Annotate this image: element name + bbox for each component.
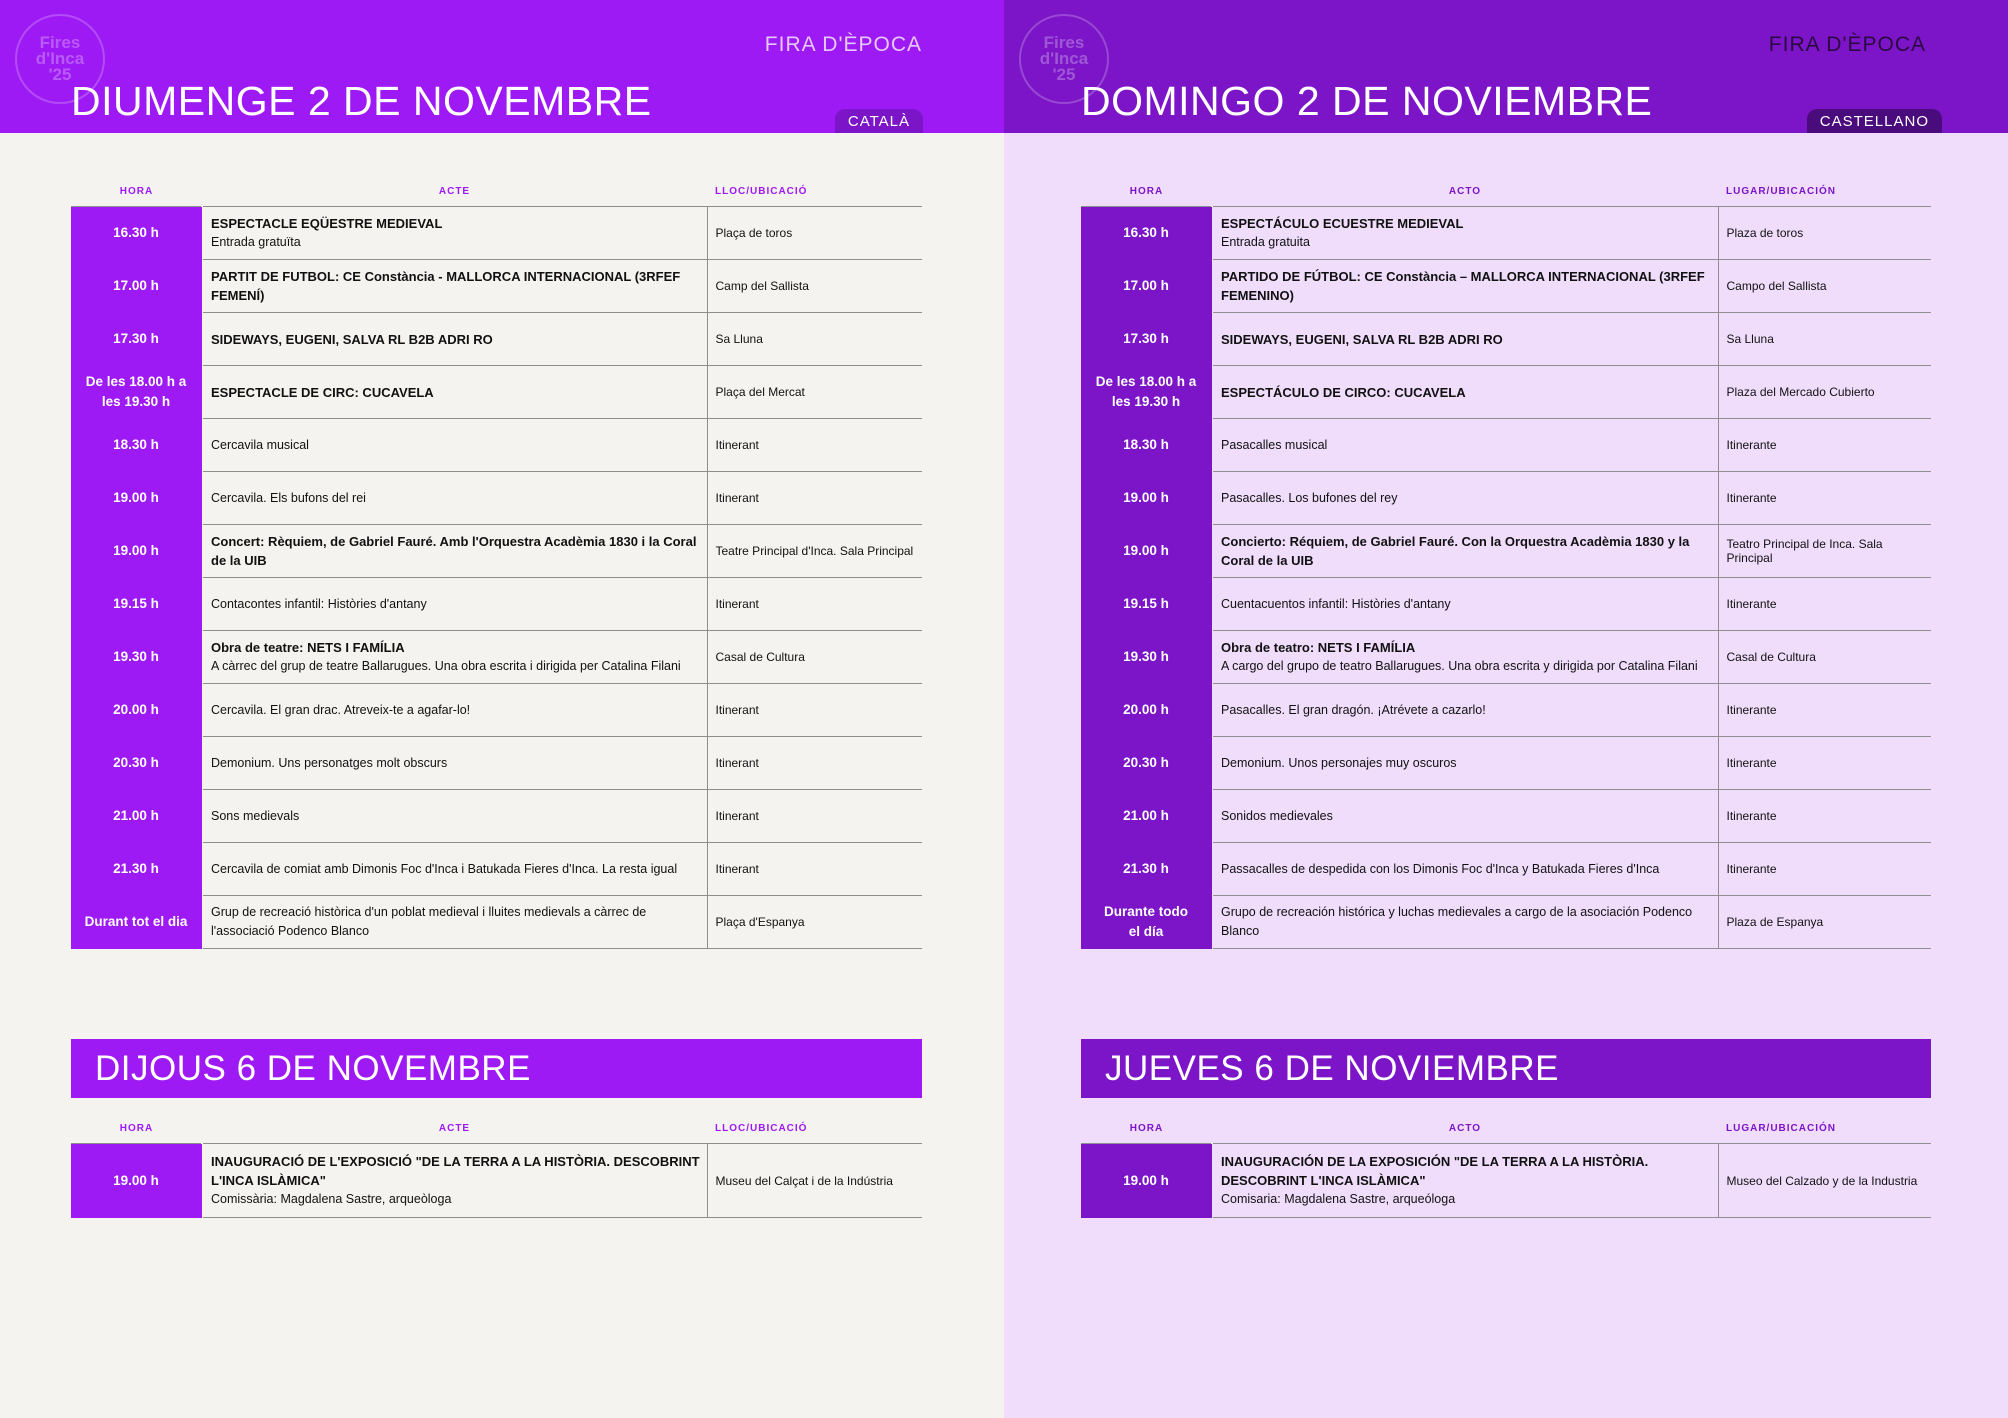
event-detail: Demonium. Unos personajes muy oscuros	[1221, 755, 1457, 770]
table-row	[71, 790, 922, 843]
table-row	[1081, 260, 1931, 313]
time-cell	[71, 313, 202, 366]
event-cell	[202, 896, 707, 949]
event-cell	[1212, 631, 1718, 684]
location-cell: Itinerant	[707, 684, 922, 737]
location-cell: Sa Lluna	[1718, 313, 1931, 366]
time-cell	[1081, 843, 1212, 896]
event-detail: Cuentacuentos infantil: Històries d'antany	[1221, 596, 1451, 611]
time-cell	[1081, 260, 1212, 313]
location-cell: Casal de Cultura	[707, 631, 922, 684]
event-title: Concert: Rèquiem, de Gabriel Fauré. Amb l'Orquestra Acadèmia 1830 i la Coral de la UIB	[211, 534, 697, 568]
time-text: el día	[1128, 924, 1164, 939]
table-row	[71, 631, 922, 684]
location-cell: Plaza de toros	[1718, 207, 1931, 260]
time-text: 18.30 h	[1123, 437, 1169, 452]
table-row	[71, 525, 922, 578]
event-detail: Cercavila musical	[211, 437, 309, 452]
event-cell	[1212, 207, 1718, 260]
event-detail: Contacontes infantil: Històries d'antany	[211, 596, 427, 611]
location-cell: Plaça d'Espanya	[707, 896, 922, 949]
col-header-lloc: LLOC/UBICACIÓ	[707, 1113, 922, 1144]
location-cell: Itinerant	[707, 472, 922, 525]
time-text: 17.00 h	[113, 278, 159, 293]
col-header-acte: ACTE	[202, 1113, 707, 1144]
time-cell	[71, 631, 202, 684]
time-cell	[71, 578, 202, 631]
event-title: ESPECTÁCULO ECUESTRE MEDIEVAL	[1221, 216, 1464, 231]
event-detail: Demonium. Uns personatges molt obscurs	[211, 755, 448, 770]
section-title-band: DIJOUS 6 DE NOVEMBRE	[71, 1039, 922, 1098]
table-row	[1081, 207, 1931, 260]
event-cell	[202, 631, 707, 684]
event-detail: Comissària: Magdalena Sastre, arqueòloga	[211, 1192, 452, 1206]
table-row	[71, 366, 922, 419]
event-cell	[1212, 419, 1718, 472]
event-title: INAUGURACIÓ DE L'EXPOSICIÓ "DE LA TERRA A LA HISTÒRIA. DESCOBRINT L'INCA ISLÀMICA"	[211, 1154, 700, 1188]
col-header-hora: HORA	[71, 1113, 202, 1144]
time-text: 19.00 h	[1123, 543, 1169, 558]
table-row	[71, 896, 922, 949]
time-text: 19.15 h	[113, 596, 159, 611]
event-cell	[1212, 843, 1718, 896]
table-row	[71, 419, 922, 472]
time-cell	[71, 419, 202, 472]
event-cell	[202, 790, 707, 843]
time-text: Durant tot el dia	[84, 914, 188, 929]
time-cell	[1081, 631, 1212, 684]
event-title: Obra de teatre: NETS I FAMÍLIA	[211, 640, 405, 655]
event-cell	[1212, 525, 1718, 578]
event-cell	[1212, 313, 1718, 366]
section-title-band: JUEVES 6 DE NOVIEMBRE	[1081, 1039, 1931, 1098]
event-detail: Cercavila. Els bufons del rei	[211, 490, 366, 505]
time-text: 21.00 h	[1123, 808, 1169, 823]
time-cell	[71, 472, 202, 525]
table-row	[1081, 684, 1931, 737]
location-cell: Itinerante	[1718, 843, 1931, 896]
location-cell: Itinerante	[1718, 737, 1931, 790]
time-cell	[71, 896, 202, 949]
location-cell: Plaza del Mercado Cubierto	[1718, 366, 1931, 419]
event-title: ESPECTACLE DE CIRC: CUCAVELA	[211, 384, 434, 400]
event-detail: Grupo de recreación histórica y luchas medievales a cargo de la asociación Podenco Blanco	[1221, 905, 1693, 938]
event-cell	[1212, 896, 1718, 949]
table-row	[1081, 419, 1931, 472]
time-text: 19.30 h	[113, 649, 159, 664]
time-text: 21.30 h	[1123, 861, 1169, 876]
event-cell	[202, 419, 707, 472]
event-title: SIDEWAYS, EUGENI, SALVA RL B2B ADRI RO	[1221, 331, 1503, 347]
time-cell	[71, 207, 202, 260]
event-cell	[1212, 737, 1718, 790]
event-cell	[1212, 684, 1718, 737]
fires-inca-logo: Fires d'Inca '25	[1019, 14, 1109, 104]
table-row	[1081, 1144, 1931, 1218]
event-detail: Pasacalles. El gran dragón. ¡Atrévete a cazarlo!	[1221, 702, 1486, 717]
page-title: DOMINGO 2 DE NOVIEMBRE	[1081, 78, 1653, 124]
location-cell: Museo del Calzado y de la Industria	[1718, 1144, 1931, 1218]
time-text: les 19.30 h	[101, 394, 171, 409]
time-cell	[71, 843, 202, 896]
time-cell	[1081, 790, 1212, 843]
time-cell	[1081, 419, 1212, 472]
location-cell: Casal de Cultura	[1718, 631, 1931, 684]
location-cell: Plaça de toros	[707, 207, 922, 260]
event-detail: Entrada gratuita	[1221, 235, 1310, 249]
col-header-lloc: LUGAR/UBICACIÓN	[1718, 176, 1931, 207]
event-cell	[1212, 1144, 1718, 1218]
location-cell: Sa Lluna	[707, 313, 922, 366]
time-text: 21.30 h	[113, 861, 159, 876]
time-text: les 19.30 h	[1111, 394, 1181, 409]
event-detail: Entrada gratuïta	[211, 235, 301, 249]
location-cell: Itinerant	[707, 790, 922, 843]
event-title: ESPECTÁCULO DE CIRCO: CUCAVELA	[1221, 384, 1466, 400]
time-text: 18.30 h	[113, 437, 159, 452]
event-cell	[202, 737, 707, 790]
location-cell: Plaça del Mercat	[707, 366, 922, 419]
time-text: 17.30 h	[1123, 331, 1169, 346]
col-header-acte: ACTO	[1212, 176, 1718, 207]
event-cell	[1212, 578, 1718, 631]
location-cell: Campo del Sallista	[1718, 260, 1931, 313]
event-title: SIDEWAYS, EUGENI, SALVA RL B2B ADRI RO	[211, 331, 493, 347]
table-row	[71, 737, 922, 790]
event-cell	[1212, 366, 1718, 419]
event-title: Concierto: Réquiem, de Gabriel Fauré. Con la Orquestra Acadèmia 1830 y la Coral de la UIB	[1221, 534, 1690, 568]
time-cell	[71, 684, 202, 737]
table-row	[1081, 578, 1931, 631]
page-header	[0, 0, 1004, 133]
location-cell: Itinerant	[707, 843, 922, 896]
event-cell	[202, 578, 707, 631]
location-cell: Itinerante	[1718, 790, 1931, 843]
time-text: 19.00 h	[113, 543, 159, 558]
col-header-hora: HORA	[1081, 176, 1212, 207]
event-cell	[202, 313, 707, 366]
event-cell	[202, 207, 707, 260]
col-header-hora: HORA	[71, 176, 202, 207]
fira-label: FIRA D'ÈPOCA	[764, 33, 922, 56]
table-row	[1081, 631, 1931, 684]
table-row	[71, 578, 922, 631]
event-cell	[202, 366, 707, 419]
time-text: 20.00 h	[113, 702, 159, 717]
time-text: 20.00 h	[1123, 702, 1169, 717]
time-cell	[1081, 472, 1212, 525]
time-text: 19.15 h	[1123, 596, 1169, 611]
event-detail: Passacalles de despedida con los Dimonis Foc d'Inca y Batukada Fieres d'Inca	[1221, 861, 1660, 876]
time-cell	[71, 737, 202, 790]
time-text: 16.30 h	[113, 225, 159, 240]
event-title: PARTIT DE FUTBOL: CE Constància - MALLORCA INTERNACIONAL (3RFEF FEMENÍ)	[211, 269, 681, 303]
fira-label: FIRA D'ÈPOCA	[1768, 33, 1926, 56]
col-header-hora: HORA	[1081, 1113, 1212, 1144]
event-cell	[1212, 260, 1718, 313]
time-text: 17.30 h	[113, 331, 159, 346]
table-row	[1081, 525, 1931, 578]
location-cell: Itinerant	[707, 578, 922, 631]
time-text: 21.00 h	[113, 808, 159, 823]
time-cell	[1081, 896, 1212, 949]
time-text: 20.30 h	[1123, 755, 1169, 770]
time-cell	[71, 260, 202, 313]
col-header-lloc: LLOC/UBICACIÓ	[707, 176, 922, 207]
time-text: 20.30 h	[113, 755, 159, 770]
table-row	[1081, 896, 1931, 949]
event-title: Obra de teatro: NETS I FAMÍLIA	[1221, 640, 1416, 655]
time-cell	[71, 1144, 202, 1218]
event-detail: Pasacalles. Los bufones del rey	[1221, 490, 1398, 505]
time-cell	[1081, 207, 1212, 260]
time-text: 19.30 h	[1123, 649, 1169, 664]
table-row	[71, 684, 922, 737]
table-row	[71, 260, 922, 313]
event-detail: A cargo del grupo de teatro Ballarugues. Una obra escrita y dirigida por Catalina Filani	[1221, 659, 1698, 673]
event-cell	[202, 1144, 707, 1218]
time-cell	[1081, 684, 1212, 737]
table-row	[1081, 843, 1931, 896]
event-cell	[202, 843, 707, 896]
time-text: 19.00 h	[113, 1172, 159, 1188]
time-cell	[71, 525, 202, 578]
table-row	[1081, 366, 1931, 419]
time-text: 16.30 h	[1123, 225, 1169, 240]
time-cell	[1081, 1144, 1212, 1218]
schedule-table-2	[71, 1113, 922, 1218]
event-detail: Comisaria: Magdalena Sastre, arqueóloga	[1221, 1192, 1456, 1206]
location-cell: Itinerante	[1718, 578, 1931, 631]
table-row	[1081, 737, 1931, 790]
location-cell: Camp del Sallista	[707, 260, 922, 313]
event-title: PARTIDO DE FÚTBOL: CE Constància – MALLORCA INTERNACIONAL (3RFEF FEMENINO)	[1221, 269, 1705, 303]
event-detail: Sons medievals	[211, 808, 300, 823]
event-cell	[202, 525, 707, 578]
table-row	[1081, 472, 1931, 525]
page-title: DIUMENGE 2 DE NOVEMBRE	[71, 78, 652, 124]
table-row	[71, 207, 922, 260]
event-detail: Cercavila de comiat amb Dimonis Foc d'Inca i Batukada Fieres d'Inca. La resta igual	[211, 861, 678, 876]
col-header-acte: ACTO	[1212, 1113, 1718, 1144]
time-text: De les 18.00 h a	[1095, 374, 1197, 389]
schedule-table-2	[1081, 1113, 1931, 1218]
location-cell: Itinerante	[1718, 472, 1931, 525]
event-cell	[202, 260, 707, 313]
table-row	[1081, 313, 1931, 366]
table-row	[71, 472, 922, 525]
time-text: 17.00 h	[1123, 278, 1169, 293]
time-text: Durante todo	[1104, 904, 1188, 919]
event-detail: Grup de recreació històrica d'un poblat medieval i lluites medievals a càrrec de l'associació Podenco Blanco	[211, 905, 647, 938]
event-detail: A càrrec del grup de teatre Ballarugues. Una obra escrita i dirigida per Catalina Filani	[211, 659, 681, 673]
col-header-lloc: LUGAR/UBICACIÓN	[1718, 1113, 1931, 1144]
time-cell	[1081, 737, 1212, 790]
event-cell	[202, 472, 707, 525]
time-text: 19.00 h	[113, 490, 159, 505]
language-tag: CATALÀ	[835, 109, 923, 133]
event-title: INAUGURACIÓN DE LA EXPOSICIÓN "DE LA TERRA A LA HISTÒRIA. DESCOBRINT L'INCA ISLÀMICA"	[1221, 1154, 1649, 1188]
location-cell: Itinerante	[1718, 419, 1931, 472]
location-cell: Plaza de Espanya	[1718, 896, 1931, 949]
table-row	[71, 1144, 922, 1218]
event-cell	[1212, 472, 1718, 525]
page-castellano	[1004, 0, 2008, 1418]
event-cell	[202, 684, 707, 737]
location-cell: Museu del Calçat i de la Indústria	[707, 1144, 922, 1218]
event-detail: Pasacalles musical	[1221, 437, 1328, 452]
fires-inca-logo: Fires d'Inca '25	[15, 14, 105, 104]
language-tag: CASTELLANO	[1807, 109, 1942, 133]
time-text: 19.00 h	[1123, 490, 1169, 505]
location-cell: Itinerante	[1718, 684, 1931, 737]
table-row	[71, 313, 922, 366]
time-cell	[71, 366, 202, 419]
event-detail: Sonidos medievales	[1221, 808, 1333, 823]
location-cell: Itinerant	[707, 419, 922, 472]
event-cell	[1212, 790, 1718, 843]
event-title: ESPECTACLE EQÜESTRE MEDIEVAL	[211, 216, 443, 231]
col-header-acte: ACTE	[202, 176, 707, 207]
location-cell: Teatre Principal d'Inca. Sala Principal	[707, 525, 922, 578]
time-text: 19.00 h	[1123, 1172, 1169, 1188]
time-cell	[71, 790, 202, 843]
page-header	[1004, 0, 2008, 133]
location-cell: Itinerant	[707, 737, 922, 790]
location-cell: Teatro Principal de Inca. Sala Principal	[1718, 525, 1931, 578]
schedule-table	[1081, 176, 1931, 949]
time-cell	[1081, 366, 1212, 419]
schedule-table	[71, 176, 922, 949]
event-detail: Cercavila. El gran drac. Atreveix-te a agafar-lo!	[211, 702, 471, 717]
time-cell	[1081, 525, 1212, 578]
table-row	[71, 843, 922, 896]
time-cell	[1081, 313, 1212, 366]
table-row	[1081, 790, 1931, 843]
time-cell	[1081, 578, 1212, 631]
time-text: De les 18.00 h a	[85, 374, 187, 389]
